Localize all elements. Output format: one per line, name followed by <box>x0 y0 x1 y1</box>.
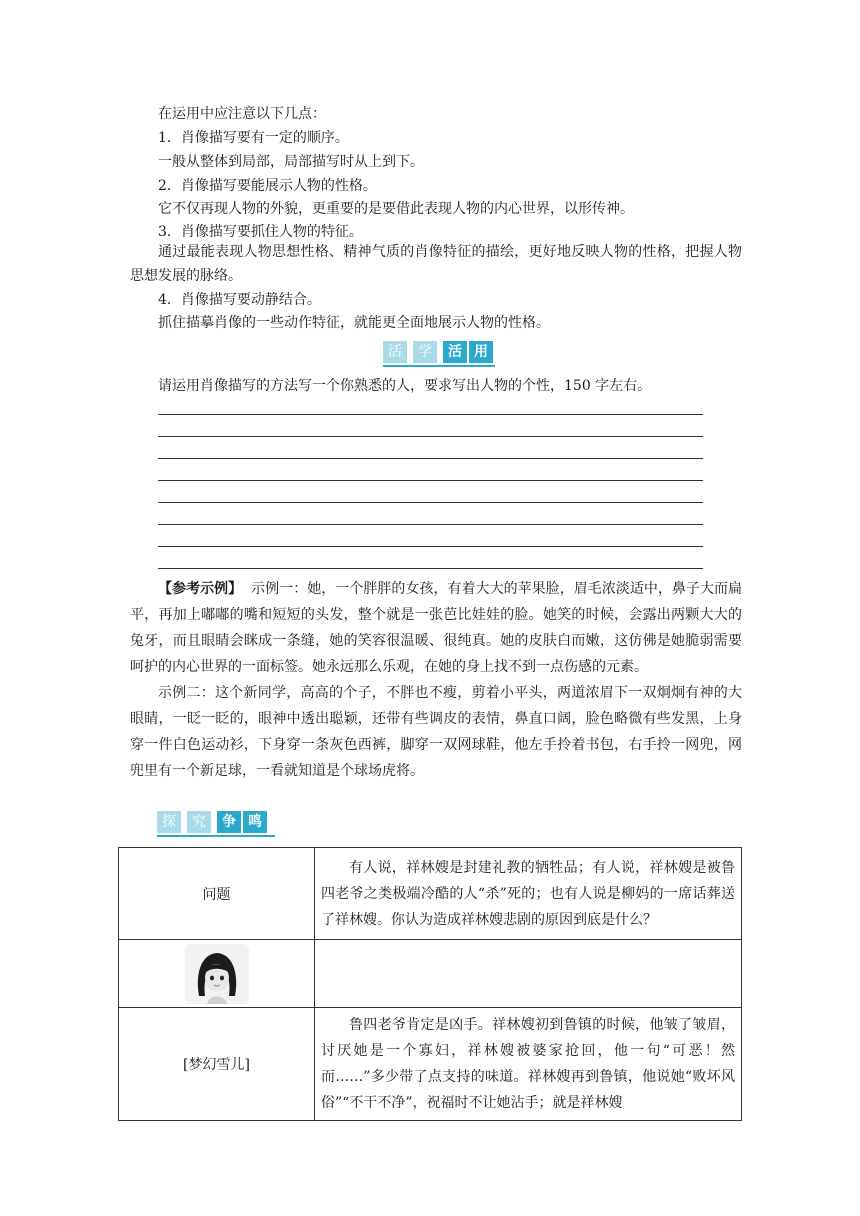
writing-line[interactable] <box>158 524 703 525</box>
intro-point-3-text: 通过最能表现人物思想性格、精神气质的肖像特征的描绘，更好地反映人物的性格，把握人物思想发展的脉络。 <box>130 244 742 284</box>
commenter-name: [梦幻雪儿] <box>119 1008 315 1121</box>
commenter-answer: 鲁四老爷肯定是凶手。祥林嫂初到鲁镇的时候，他皱了皱眉，讨厌她是一个寡妇，祥林嫂被婆家抢回，他一句“可恶！然而……”多少带了点支持的味道。祥林嫂再到鲁镇，他说她“败坏风俗”“不干不净”，祝福时不让她沾手；就是祥林嫂 <box>315 1008 742 1121</box>
banner-char: 鸣 <box>243 811 267 833</box>
banner-char: 用 <box>469 341 493 363</box>
writing-line[interactable] <box>158 436 703 437</box>
banner-char: 探 <box>157 811 181 833</box>
answer-empty-cell <box>315 940 742 1008</box>
banner-underline <box>383 362 495 367</box>
avatar-cell <box>119 940 315 1008</box>
banner-char: 究 <box>187 811 211 833</box>
banner-char: 活 <box>443 341 467 363</box>
reference-example-1 <box>130 576 742 680</box>
intro-point-2: 2．肖像描写要能展示人物的性格。 <box>158 178 377 194</box>
intro-point-4: 4．肖像描写要动静结合。 <box>158 292 321 308</box>
avatar <box>185 944 249 1004</box>
exercise-prompt: 请运用肖像描写的方法写一个你熟悉的人，要求写出人物的个性，150 字左右。 <box>158 378 652 394</box>
banner-char: 争 <box>217 811 241 833</box>
section-banner-discussion <box>157 808 279 838</box>
table-row <box>119 940 742 1008</box>
intro-point-1-text: 一般从整体到局部，局部描写时从上到下。 <box>158 154 424 170</box>
intro-point-1: 1．肖像描写要有一定的顺序。 <box>158 130 349 146</box>
banner-char: 学 <box>413 341 437 363</box>
reference-example-2: 示例二：这个新同学，高高的个子，不胖也不瘦，剪着小平头，两道浓眉下一双炯炯有神的大眼睛，一眨一眨的，眼神中透出聪颖，还带有些调皮的表情，鼻直口阔，脸色略微有些发黑，上身穿一件白色运动衫，下身穿一条灰色西裤，脚穿一双网球鞋，他左手拎着书包，右手拎一网兜，网兜里有一个新足球，一看就知道是个球场虎将。 <box>130 685 742 779</box>
table-row <box>119 1008 742 1121</box>
girl-avatar-icon <box>185 944 249 1004</box>
question-label: 问题 <box>119 848 315 940</box>
writing-line[interactable] <box>158 568 703 569</box>
table-row <box>119 848 742 940</box>
intro-point-4-text: 抓住描摹肖像的一些动作特征，就能更全面地展示人物的性格。 <box>158 315 550 331</box>
question-text: 有人说，祥林嫂是封建礼教的牺牲品；有人说，祥林嫂是被鲁四老爷之类极端冷酷的人“杀”死的；也有人说是柳妈的一席话葬送了祥林嫂。你认为造成祥林嫂悲剧的原因到底是什么？ <box>315 848 742 940</box>
writing-line[interactable] <box>158 458 703 459</box>
reference-example-1-text: 示例一：她，一个胖胖的女孩，有着大大的苹果脸，眉毛浓淡适中，鼻子大而扁平，再加上嘟嘟的嘴和短短的头发，整个就是一张芭比娃娃的脸。她笑的时候，会露出两颗大大的兔牙，而且眼睛会眯成一条缝，她的笑容很温暖、很纯真。她的皮肤白而嫩，这仿佛是她脆弱需要呵护的内心世界的一面标签。她永远那么乐观，在她的身上找不到一点伤感的元素。 <box>130 581 743 675</box>
reference-label: 【参考示例】 <box>158 581 243 597</box>
banner-underline <box>157 832 275 837</box>
intro-line-1: 在运用中应注意以下几点： <box>158 106 326 122</box>
intro-point-2-text: 它不仅再现人物的外貌，更重要的是要借此表现人物的内心世界，以形传神。 <box>158 201 634 217</box>
banner-char: 活 <box>383 341 407 363</box>
writing-line[interactable] <box>158 414 703 415</box>
intro-point-3: 3．肖像描写要抓住人物的特征。 <box>158 224 363 240</box>
writing-line[interactable] <box>158 480 703 481</box>
section-banner-practice <box>383 338 505 368</box>
writing-line[interactable] <box>158 546 703 547</box>
writing-line[interactable] <box>158 502 703 503</box>
discussion-table <box>118 847 742 1121</box>
